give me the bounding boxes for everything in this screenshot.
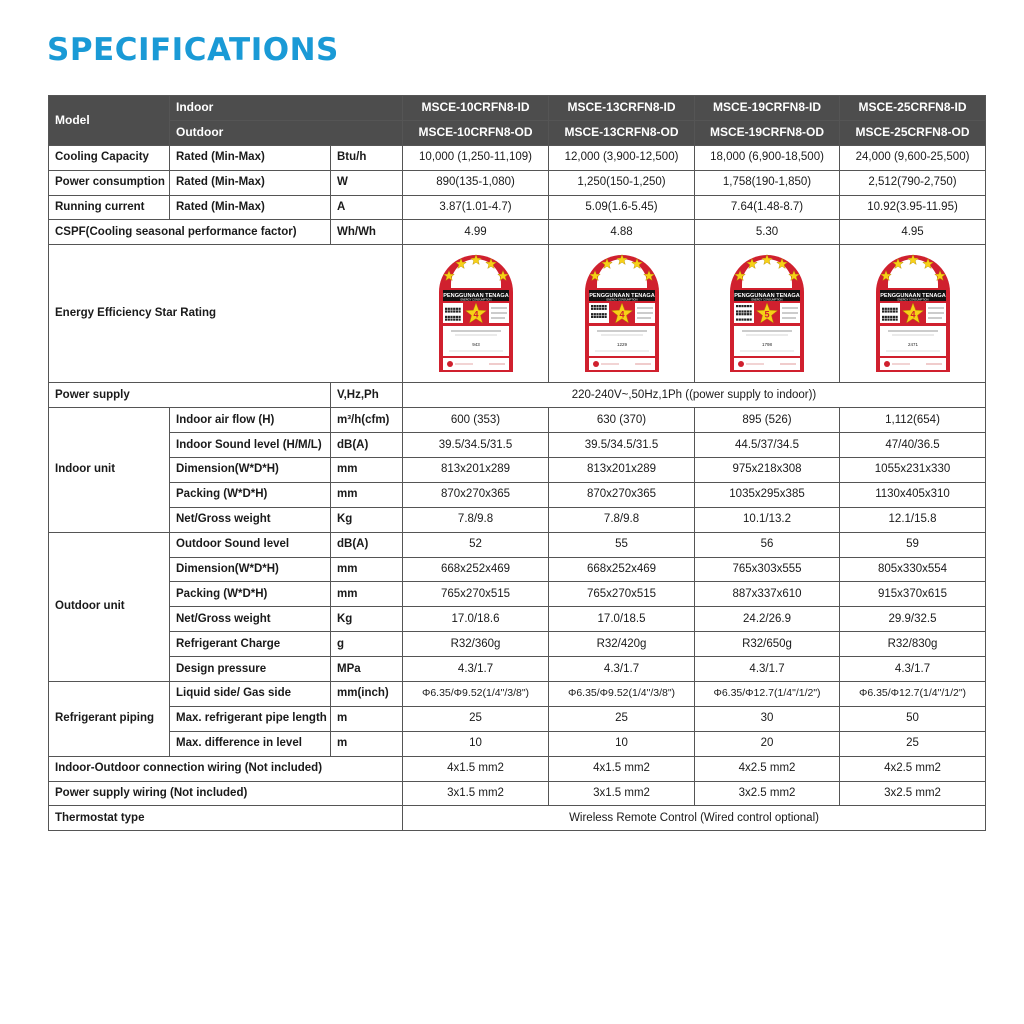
row-unit: m	[331, 731, 403, 756]
cell-value: 220-240V~,50Hz,1Ph ((power supply to indoor))	[403, 383, 986, 408]
group-label: Indoor unit	[49, 408, 170, 532]
sticker-heading: PENGGUNAAN TENAGA	[734, 292, 800, 299]
row-sublabel: Max. refrigerant pipe length	[170, 706, 331, 731]
row-unit: mm	[331, 582, 403, 607]
cell-value: 1130x405x310	[840, 482, 986, 507]
row-unit: Wh/Wh	[331, 220, 403, 245]
piping-row	[49, 731, 986, 756]
row-unit: mm(inch)	[331, 682, 403, 707]
cell-value: 56	[695, 532, 840, 557]
indoor-unit-row	[49, 433, 986, 458]
cell-value: 1,758(190-1,850)	[695, 170, 840, 195]
row-unit: mm	[331, 557, 403, 582]
cell-value: 3x2.5 mm2	[840, 781, 986, 806]
row-unit: MPa	[331, 657, 403, 682]
cell-value: 668x252x469	[549, 557, 695, 582]
cell-value: 1055x231x330	[840, 458, 986, 483]
cell-value: 10.1/13.2	[695, 507, 840, 532]
cell-value: 10	[403, 731, 549, 756]
cell-value: 813x201x289	[403, 458, 549, 483]
row-unit: A	[331, 195, 403, 220]
star-rating-value: 4	[473, 309, 479, 320]
cell-value: 3x1.5 mm2	[549, 781, 695, 806]
cell-value: 4.3/1.7	[840, 657, 986, 682]
sticker-subheading: ENERGY CONSUMPTION	[459, 298, 492, 302]
row-sublabel: Design pressure	[170, 657, 331, 682]
outdoor-unit-row	[49, 532, 986, 557]
row-label: Energy Efficiency Star Rating	[49, 245, 403, 383]
energy-rating-row	[49, 245, 986, 383]
header-row-indoor	[49, 96, 986, 121]
indoor-header: Indoor	[170, 96, 403, 121]
row-sublabel: Refrigerant Charge	[170, 632, 331, 657]
cell-value: 24,000 (9,600-25,500)	[840, 145, 986, 170]
cell-value: 3x1.5 mm2	[403, 781, 549, 806]
cell-value: 24.2/26.9	[695, 607, 840, 632]
sticker-subheading: ENERGY CONSUMPTION	[896, 298, 929, 302]
cell-value: 25	[403, 706, 549, 731]
cell-value: 4x2.5 mm2	[840, 756, 986, 781]
cell-value: 1,112(654)	[840, 408, 986, 433]
indoor-model: MSCE-19CRFN8-ID	[695, 96, 840, 121]
connection-wiring-row	[49, 756, 986, 781]
cell-value: 39.5/34.5/31.5	[549, 433, 695, 458]
outdoor-unit-row	[49, 657, 986, 682]
row-sublabel: Max. difference in level	[170, 731, 331, 756]
cell-value: 44.5/37/34.5	[695, 433, 840, 458]
cell-value: 895 (526)	[695, 408, 840, 433]
row-sublabel: Packing (W*D*H)	[170, 482, 331, 507]
sticker-kwh: 2471	[907, 341, 918, 347]
power-consumption-row	[49, 170, 986, 195]
cell-value: 20	[695, 731, 840, 756]
cell-value: 975x218x308	[695, 458, 840, 483]
row-label: Cooling Capacity	[49, 145, 170, 170]
cell-value: 4x2.5 mm2	[695, 756, 840, 781]
thermostat-row	[49, 806, 986, 831]
row-label: Running current	[49, 195, 170, 220]
row-sublabel: Rated (Min-Max)	[170, 170, 331, 195]
row-sublabel: Dimension(W*D*H)	[170, 458, 331, 483]
row-label: Indoor-Outdoor connection wiring (Not included)	[49, 756, 403, 781]
cell-value: 39.5/34.5/31.5	[403, 433, 549, 458]
cell-value: R32/420g	[549, 632, 695, 657]
cell-value: 765x303x555	[695, 557, 840, 582]
cell-value: 668x252x469	[403, 557, 549, 582]
cell-value: 870x270x365	[549, 482, 695, 507]
cell-value: 915x370x615	[840, 582, 986, 607]
row-label: Power supply wiring (Not included)	[49, 781, 403, 806]
cell-value: 30	[695, 706, 840, 731]
cell-value: Wireless Remote Control (Wired control optional)	[403, 806, 986, 831]
header-row-outdoor	[49, 120, 986, 145]
row-label: Power consumption	[49, 170, 170, 195]
sticker-kwh: 1229	[616, 341, 627, 347]
cell-value: 12.1/15.8	[840, 507, 986, 532]
row-label: Thermostat type	[49, 806, 403, 831]
sticker-subheading: ENERGY CONSUMPTION	[751, 298, 783, 302]
cell-value: 805x330x554	[840, 557, 986, 582]
model-header: Model	[49, 96, 170, 146]
power-supply-row	[49, 383, 986, 408]
sticker-kwh: 1798	[762, 341, 773, 347]
cell-value: 765x270x515	[403, 582, 549, 607]
row-unit: g	[331, 632, 403, 657]
sticker-heading: PENGGUNAAN TENAGA	[442, 292, 509, 299]
cell-value: 29.9/32.5	[840, 607, 986, 632]
cell-value: 12,000 (3,900-12,500)	[549, 145, 695, 170]
row-label: Power supply	[49, 383, 331, 408]
energy-label-cell	[549, 245, 695, 383]
cell-value: 7.8/9.8	[549, 507, 695, 532]
cell-value: Φ6.35/Φ9.52(1/4"/3/8")	[403, 682, 549, 707]
indoor-model: MSCE-10CRFN8-ID	[403, 96, 549, 121]
row-sublabel: Rated (Min-Max)	[170, 145, 331, 170]
outdoor-model: MSCE-13CRFN8-OD	[549, 120, 695, 145]
cell-value: R32/360g	[403, 632, 549, 657]
row-unit: Kg	[331, 507, 403, 532]
row-unit: dB(A)	[331, 532, 403, 557]
row-sublabel: Liquid side/ Gas side	[170, 682, 331, 707]
cell-value: Φ6.35/Φ9.52(1/4"/3/8")	[549, 682, 695, 707]
outdoor-unit-row	[49, 607, 986, 632]
row-unit: W	[331, 170, 403, 195]
cell-value: 10	[549, 731, 695, 756]
energy-label-sticker	[583, 254, 661, 374]
outdoor-unit-row	[49, 557, 986, 582]
cell-value: 5.09(1.6-5.45)	[549, 195, 695, 220]
cell-value: 4.99	[403, 220, 549, 245]
running-current-row	[49, 195, 986, 220]
row-label: CSPF(Cooling seasonal performance factor)	[49, 220, 331, 245]
cell-value: Φ6.35/Φ12.7(1/4"/1/2")	[695, 682, 840, 707]
cell-value: 25	[840, 731, 986, 756]
cell-value: 2,512(790-2,750)	[840, 170, 986, 195]
row-sublabel: Dimension(W*D*H)	[170, 557, 331, 582]
cell-value: 10.92(3.95-11.95)	[840, 195, 986, 220]
star-rating-value: 5	[764, 309, 770, 320]
cell-value: 10,000 (1,250-11,109)	[403, 145, 549, 170]
row-sublabel: Outdoor Sound level	[170, 532, 331, 557]
outdoor-model: MSCE-25CRFN8-OD	[840, 120, 986, 145]
sticker-heading: PENGGUNAAN TENAGA	[879, 292, 946, 299]
energy-label-cell	[403, 245, 549, 383]
outdoor-header: Outdoor	[170, 120, 403, 145]
cell-value: 890(135-1,080)	[403, 170, 549, 195]
cell-value: R32/830g	[840, 632, 986, 657]
cell-value: 4.88	[549, 220, 695, 245]
cell-value: 3x2.5 mm2	[695, 781, 840, 806]
star-rating-value: 4	[910, 309, 916, 320]
cell-value: 25	[549, 706, 695, 731]
star-rating-value: 4	[619, 309, 625, 320]
cell-value: 4x1.5 mm2	[549, 756, 695, 781]
sticker-subheading: ENERGY CONSUMPTION	[605, 298, 638, 302]
sticker-heading: PENGGUNAAN TENAGA	[588, 292, 655, 299]
cell-value: 17.0/18.5	[549, 607, 695, 632]
cell-value: 4.95	[840, 220, 986, 245]
energy-label-sticker	[437, 254, 515, 374]
row-sublabel: Indoor air flow (H)	[170, 408, 331, 433]
indoor-unit-row	[49, 458, 986, 483]
indoor-unit-row	[49, 482, 986, 507]
cell-value: 4.3/1.7	[695, 657, 840, 682]
piping-row	[49, 682, 986, 707]
cell-value: 813x201x289	[549, 458, 695, 483]
specifications-table	[48, 95, 986, 831]
row-unit: dB(A)	[331, 433, 403, 458]
cell-value: 7.8/9.8	[403, 507, 549, 532]
cell-value: 887x337x610	[695, 582, 840, 607]
outdoor-unit-row	[49, 632, 986, 657]
sticker-kwh: 943	[471, 341, 480, 347]
row-unit: mm	[331, 458, 403, 483]
cell-value: R32/650g	[695, 632, 840, 657]
cell-value: 870x270x365	[403, 482, 549, 507]
energy-label-cell	[840, 245, 986, 383]
row-sublabel: Net/Gross weight	[170, 607, 331, 632]
cell-value: 4.3/1.7	[549, 657, 695, 682]
cell-value: 600 (353)	[403, 408, 549, 433]
cell-value: 47/40/36.5	[840, 433, 986, 458]
energy-label-cell	[695, 245, 840, 383]
piping-row	[49, 706, 986, 731]
cell-value: 5.30	[695, 220, 840, 245]
row-sublabel: Rated (Min-Max)	[170, 195, 331, 220]
energy-label-sticker	[874, 254, 952, 374]
indoor-unit-row	[49, 408, 986, 433]
cell-value: 59	[840, 532, 986, 557]
row-unit: m³/h(cfm)	[331, 408, 403, 433]
indoor-model: MSCE-13CRFN8-ID	[549, 96, 695, 121]
cell-value: 55	[549, 532, 695, 557]
outdoor-unit-row	[49, 582, 986, 607]
row-unit: Kg	[331, 607, 403, 632]
cell-value: 52	[403, 532, 549, 557]
row-sublabel: Packing (W*D*H)	[170, 582, 331, 607]
outdoor-model: MSCE-10CRFN8-OD	[403, 120, 549, 145]
cell-value: 630 (370)	[549, 408, 695, 433]
row-unit: m	[331, 706, 403, 731]
cell-value: Φ6.35/Φ12.7(1/4"/1/2")	[840, 682, 986, 707]
cell-value: 18,000 (6,900-18,500)	[695, 145, 840, 170]
cspf-row	[49, 220, 986, 245]
cell-value: 4.3/1.7	[403, 657, 549, 682]
cooling-capacity-row	[49, 145, 986, 170]
cell-value: 17.0/18.6	[403, 607, 549, 632]
group-label: Outdoor unit	[49, 532, 170, 681]
energy-label-sticker	[728, 254, 806, 374]
page-title: SPECIFICATIONS	[47, 32, 339, 68]
supply-wiring-row	[49, 781, 986, 806]
row-sublabel: Net/Gross weight	[170, 507, 331, 532]
indoor-model: MSCE-25CRFN8-ID	[840, 96, 986, 121]
row-sublabel: Indoor Sound level (H/M/L)	[170, 433, 331, 458]
cell-value: 50	[840, 706, 986, 731]
outdoor-model: MSCE-19CRFN8-OD	[695, 120, 840, 145]
cell-value: 765x270x515	[549, 582, 695, 607]
cell-value: 3.87(1.01-4.7)	[403, 195, 549, 220]
cell-value: 1,250(150-1,250)	[549, 170, 695, 195]
row-unit: V,Hz,Ph	[331, 383, 403, 408]
indoor-unit-row	[49, 507, 986, 532]
row-unit: mm	[331, 482, 403, 507]
group-label: Refrigerant piping	[49, 682, 170, 757]
cell-value: 4x1.5 mm2	[403, 756, 549, 781]
cell-value: 1035x295x385	[695, 482, 840, 507]
row-unit: Btu/h	[331, 145, 403, 170]
cell-value: 7.64(1.48-8.7)	[695, 195, 840, 220]
